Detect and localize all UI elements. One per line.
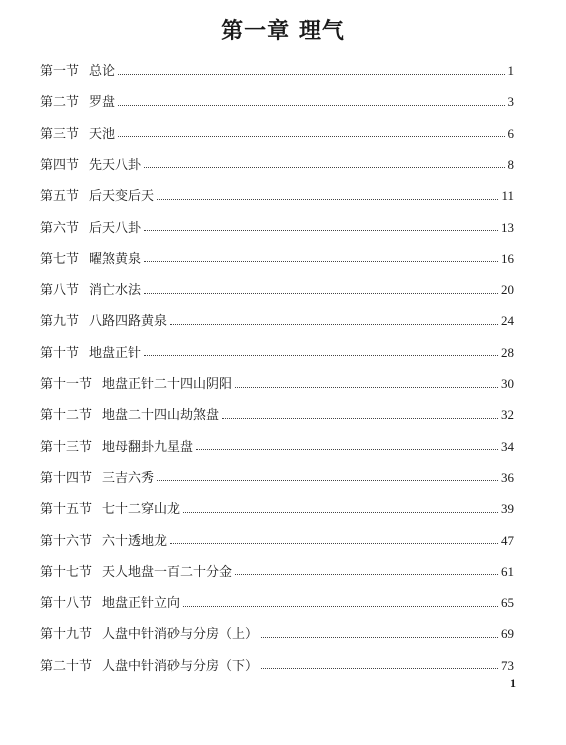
toc-page-number: 16 bbox=[501, 250, 514, 266]
toc-entry[interactable] bbox=[40, 373, 514, 395]
toc-entry[interactable] bbox=[40, 592, 514, 614]
toc-section-title: 人盘中针消砂与分房（下） bbox=[102, 658, 259, 674]
toc-leader-dots bbox=[170, 543, 498, 544]
toc-page-number: 20 bbox=[501, 282, 514, 298]
toc-page-number: 28 bbox=[501, 344, 514, 360]
toc-section-title: 地盘正针二十四山阴阳 bbox=[102, 377, 233, 392]
toc-entry[interactable] bbox=[40, 91, 514, 113]
toc-section-number: 第八节 bbox=[40, 283, 80, 299]
toc-entry[interactable] bbox=[40, 154, 514, 176]
toc-section-title: 七十二穿山龙 bbox=[102, 502, 181, 518]
toc-page-number: 36 bbox=[501, 469, 514, 485]
toc-page-number: 32 bbox=[501, 407, 514, 423]
toc-section-number: 第二十节 bbox=[40, 658, 93, 674]
toc-leader-dots bbox=[144, 355, 498, 356]
toc-entry[interactable] bbox=[40, 436, 514, 458]
toc-page-number: 69 bbox=[501, 626, 514, 642]
toc-section-title: 三吉六秀 bbox=[102, 470, 155, 486]
toc-entry[interactable] bbox=[40, 467, 514, 489]
toc-entry[interactable] bbox=[40, 185, 514, 207]
toc-section-title: 总论 bbox=[89, 64, 116, 79]
toc-section-title: 天池 bbox=[89, 126, 116, 142]
toc-section-title: 罗盘 bbox=[89, 95, 116, 111]
toc-section-number: 第十九节 bbox=[40, 627, 93, 643]
toc-page-number: 30 bbox=[501, 376, 514, 391]
toc-page-number: 3 bbox=[507, 94, 514, 110]
toc-section-number: 第七节 bbox=[40, 251, 80, 267]
toc-section-number: 第五节 bbox=[40, 189, 80, 205]
toc-entry[interactable] bbox=[40, 623, 514, 645]
toc-section-number: 第六节 bbox=[40, 220, 80, 236]
toc-section-number: 第十五节 bbox=[40, 502, 93, 518]
toc-section-title: 地盘正针 bbox=[89, 345, 142, 361]
toc-entry[interactable] bbox=[40, 498, 514, 520]
toc-leader-dots bbox=[183, 606, 498, 607]
toc-page-number: 34 bbox=[501, 438, 514, 454]
toc-page-number: 47 bbox=[501, 532, 514, 548]
toc-page-number: 24 bbox=[501, 313, 514, 329]
toc-entry[interactable] bbox=[40, 248, 514, 270]
toc-entry[interactable] bbox=[40, 530, 514, 552]
toc-page-number: 11 bbox=[501, 188, 514, 204]
toc-entry[interactable] bbox=[40, 60, 514, 82]
toc-section-title: 后天八卦 bbox=[89, 220, 142, 236]
toc-page-number: 61 bbox=[501, 563, 514, 579]
toc-page-number: 6 bbox=[507, 125, 514, 141]
toc-page-number: 1 bbox=[507, 63, 514, 78]
toc-entry[interactable] bbox=[40, 217, 514, 239]
toc-section-title: 地盘正针立向 bbox=[102, 596, 181, 612]
toc-section-title: 天人地盘一百二十分金 bbox=[102, 564, 233, 580]
toc-section-number: 第三节 bbox=[40, 126, 80, 142]
toc-section-number: 第十八节 bbox=[40, 596, 93, 612]
toc-section-number: 第十节 bbox=[40, 345, 80, 361]
toc-leader-dots bbox=[196, 449, 498, 450]
toc-section-number: 第一节 bbox=[40, 64, 80, 79]
toc-entry[interactable] bbox=[40, 310, 514, 332]
toc-leader-dots bbox=[235, 387, 498, 388]
toc-leader-dots bbox=[144, 167, 504, 168]
toc-entry[interactable] bbox=[40, 123, 514, 145]
toc-leader-dots bbox=[183, 512, 498, 513]
toc-section-title: 曜煞黄泉 bbox=[89, 251, 142, 267]
toc-entry[interactable] bbox=[40, 404, 514, 426]
toc-leader-dots bbox=[157, 480, 498, 481]
toc-section-title: 六十透地龙 bbox=[102, 533, 168, 549]
toc-page-number: 39 bbox=[501, 501, 514, 517]
toc-section-number: 第十三节 bbox=[40, 439, 93, 455]
toc-leader-dots bbox=[235, 574, 498, 575]
toc-section-number: 第十四节 bbox=[40, 470, 93, 486]
toc-page-number: 8 bbox=[507, 156, 514, 172]
toc-section-title: 消亡水法 bbox=[89, 283, 142, 299]
toc-section-number: 第四节 bbox=[40, 157, 80, 173]
toc-section-number: 第十一节 bbox=[40, 377, 93, 392]
toc-section-title: 八路四路黄泉 bbox=[89, 314, 168, 330]
page-number: 1 bbox=[510, 676, 516, 690]
toc-leader-dots bbox=[144, 261, 498, 262]
toc-page-number: 65 bbox=[501, 595, 514, 611]
toc-page-number: 73 bbox=[501, 657, 514, 673]
toc-section-number: 第十六节 bbox=[40, 533, 93, 549]
toc-section-number: 第二节 bbox=[40, 95, 80, 111]
toc-section-title: 地母翻卦九星盘 bbox=[102, 439, 194, 455]
toc-leader-dots bbox=[261, 637, 498, 638]
toc-section-number: 第十七节 bbox=[40, 564, 93, 580]
toc-leader-dots bbox=[157, 199, 498, 200]
toc-section-number: 第九节 bbox=[40, 314, 80, 330]
toc-leader-dots bbox=[261, 668, 498, 669]
toc-entry[interactable] bbox=[40, 561, 514, 583]
toc-section-title: 后天变后天 bbox=[89, 189, 155, 205]
toc-section-title: 先天八卦 bbox=[89, 157, 142, 173]
toc-leader-dots bbox=[118, 136, 504, 137]
toc-page-number: 13 bbox=[501, 219, 514, 235]
toc-leader-dots bbox=[118, 74, 504, 75]
toc-leader-dots bbox=[118, 105, 504, 106]
toc-leader-dots bbox=[144, 293, 498, 294]
toc-entry[interactable] bbox=[40, 342, 514, 364]
chapter-title: 第一章 理气 bbox=[221, 18, 345, 44]
toc-section-title: 地盘二十四山劫煞盘 bbox=[102, 408, 220, 424]
toc-leader-dots bbox=[170, 324, 498, 325]
toc-section-title: 人盘中针消砂与分房（上） bbox=[102, 627, 259, 643]
toc-leader-dots bbox=[222, 418, 498, 419]
toc-entry[interactable] bbox=[40, 655, 514, 677]
toc-entry[interactable] bbox=[40, 279, 514, 301]
toc-leader-dots bbox=[144, 230, 498, 231]
toc-section-number: 第十二节 bbox=[40, 408, 93, 424]
